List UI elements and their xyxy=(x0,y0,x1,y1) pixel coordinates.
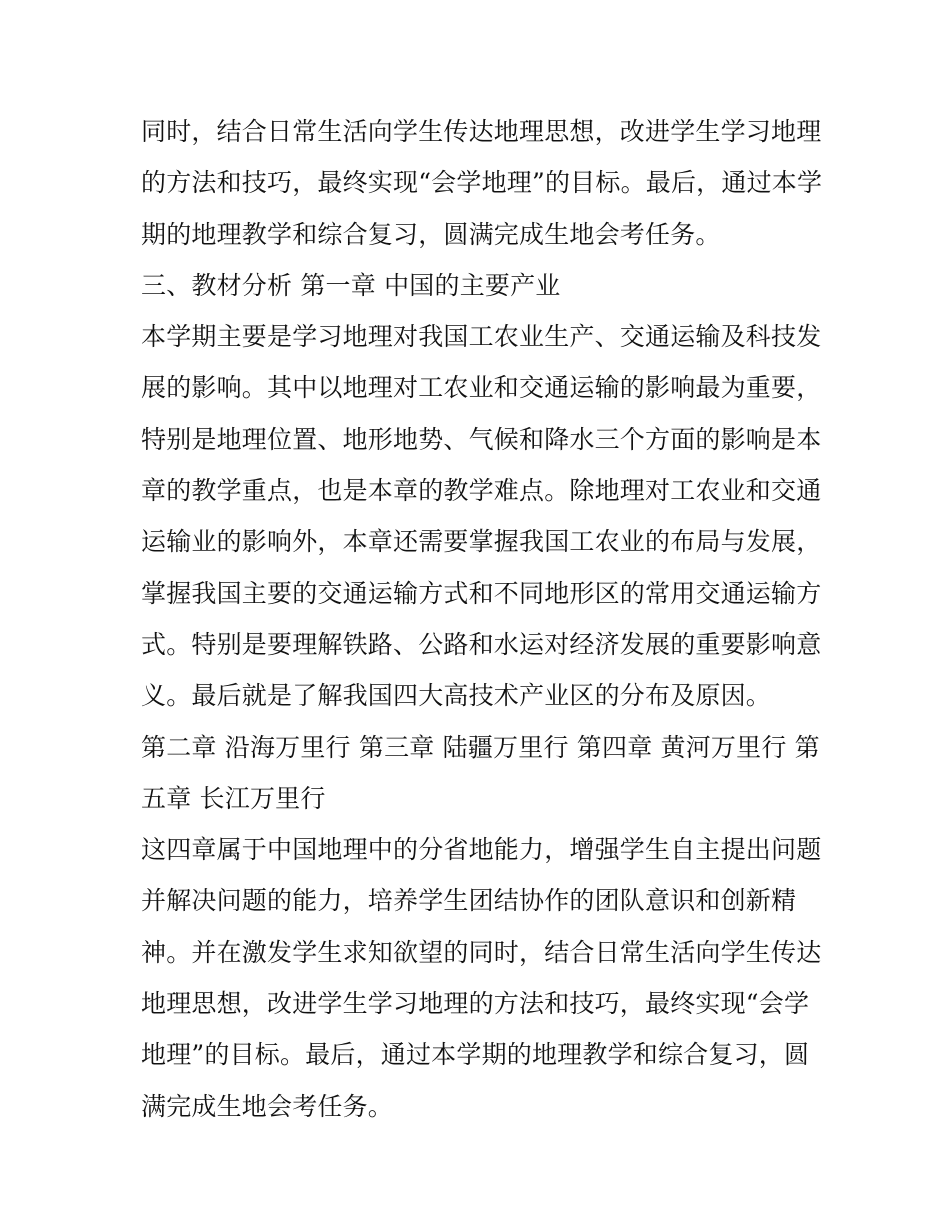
chapter-heading: 第二章 沿海万里行 第三章 陆疆万里行 第四章 黄河万里行 第 xyxy=(141,732,820,762)
text-line: 满完成生地会考任务。 xyxy=(141,1091,394,1121)
text-line: 特别是地理位置、地形地势、气候和降水三个方面的影响是本 xyxy=(141,424,822,454)
text-line: 这四章属于中国地理中的分省地能力，增强学生自主提出问题 xyxy=(141,835,822,865)
section-heading: 三、教材分析 第一章 中国的主要产业 xyxy=(141,270,561,300)
text-line: 地理”的目标。最后，通过本学期的地理教学和综合复习，圆 xyxy=(141,1040,810,1070)
text-line: 期的地理教学和综合复习，圆满完成生地会考任务。 xyxy=(141,219,721,249)
text-line: 本学期主要是学习地理对我国工农业生产、交通运输及科技发 xyxy=(141,322,822,352)
text-line: 运输业的影响外，本章还需要掌握我国工农业的布局与发展， xyxy=(141,527,822,557)
text-line: 式。特别是要理解铁路、公路和水运对经济发展的重要影响意 xyxy=(141,629,822,659)
text-line: 掌握我国主要的交通运输方式和不同地形区的常用交通运输方 xyxy=(141,578,822,608)
text-line: 的方法和技巧，最终实现“会学地理”的目标。最后，通过本学 xyxy=(141,168,823,198)
chapter-heading: 五章 长江万里行 xyxy=(141,783,326,813)
text-line: 章的教学重点，也是本章的教学难点。除地理对工农业和交通 xyxy=(141,476,822,506)
text-line: 神。并在激发学生求知欲望的同时，结合日常生活向学生传达 xyxy=(141,937,822,967)
text-line: 展的影响。其中以地理对工农业和交通运输的影响最为重要， xyxy=(141,373,822,403)
text-line: 义。最后就是了解我国四大高技术产业区的分布及原因。 xyxy=(141,681,772,711)
text-line: 同时，结合日常生活向学生传达地理思想，改进学生学习地理 xyxy=(141,117,822,146)
text-line: 并解决问题的能力，培养学生团结协作的团队意识和创新精 xyxy=(141,886,797,916)
document-body xyxy=(141,106,821,1132)
text-line: 地理思想，改进学生学习地理的方法和技巧，最终实现“会学 xyxy=(141,989,810,1019)
